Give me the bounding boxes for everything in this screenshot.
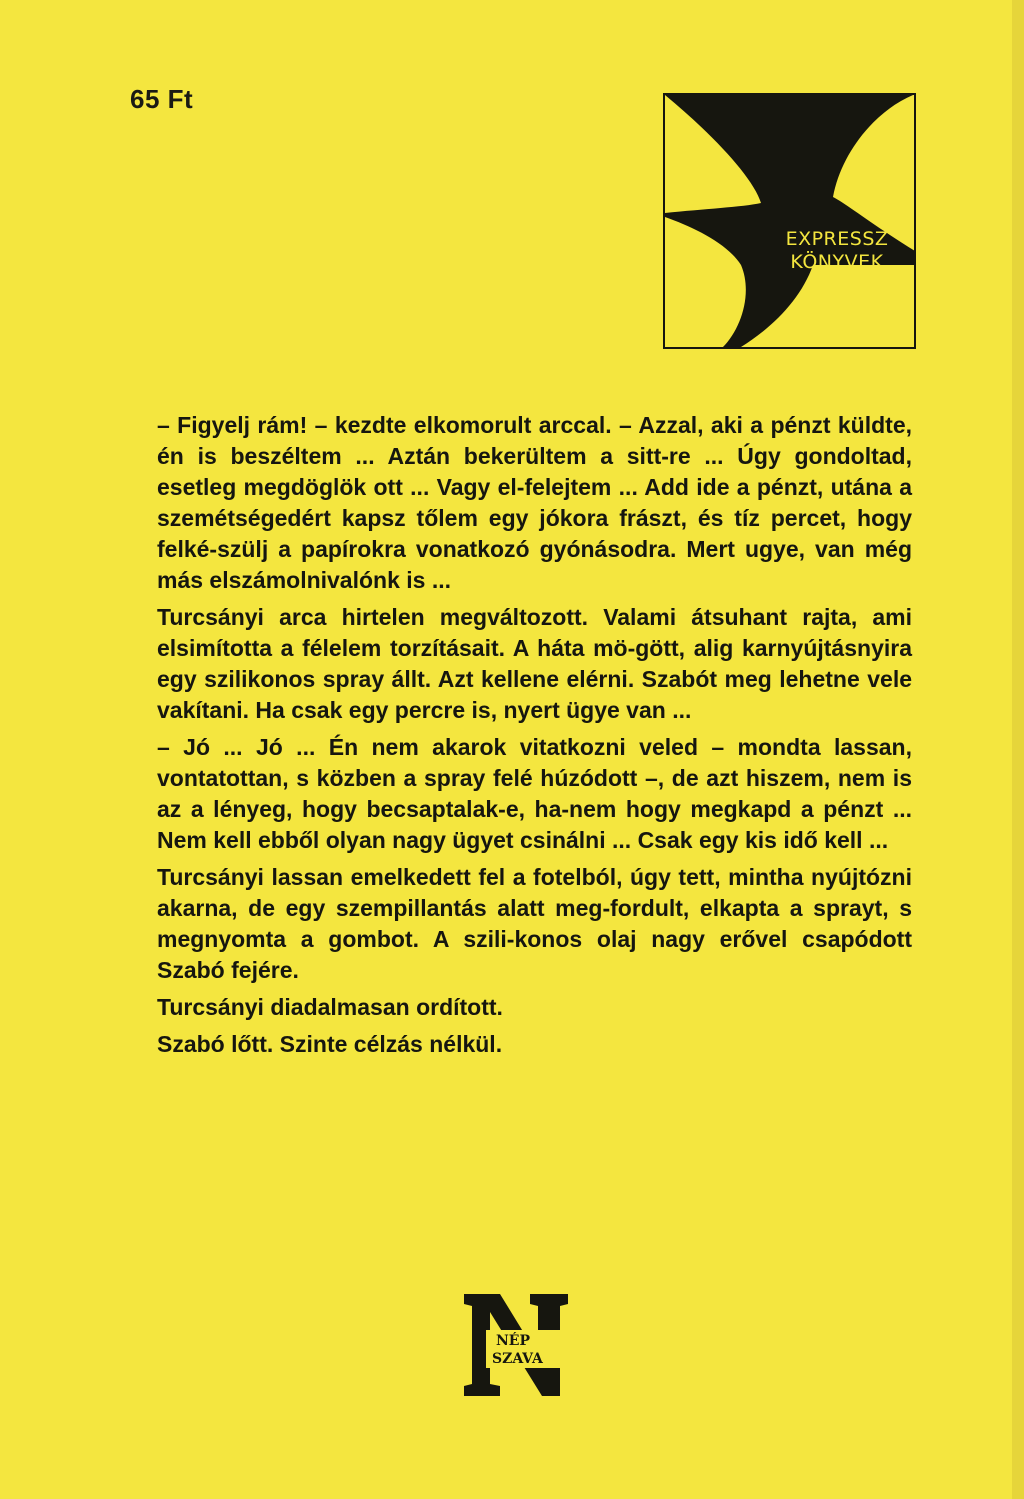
blurb-paragraph: Turcsányi lassan emelkedett fel a fotelból, úgy tett, mintha nyújtózni akarna, de egy szempillantás alatt meg-fordult, elkapta a sprayt, s megnyomta a gombot. A szili-konos olaj nagy erővel csapódott Szabó fejére. xyxy=(157,864,912,983)
blurb-paragraph: – Jó ... Jó ... Én nem akarok vitatkozni veled – mondta lassan, vontatottan, s közben a spray felé húzódott –, de azt hiszem, nem is az a lényeg, hogy becsaptalak-e, ha-nem hogy megkapd a pénzt ... Nem kell ebből olyan nagy ügyet csinálni ... Csak egy kis idő kell ... xyxy=(157,734,912,853)
blurb-paragraph: – Figyelj rám! – kezdte elkomorult arccal. – Azzal, aki a pénzt küldte, én is beszéltem ... Aztán bekerültem a sitt-re ... Úgy gondoltad, esetleg megdöglök ott ... Vagy el-felejtem ... Add ide a pénzt, utána a szemétségedért kapsz tőlem egy jókora frászt, és tíz percet, hogy felké-szülj a papírokra vonatkozó gyónásodra. Mert ugye, van még más elszámolnivalónk is ... xyxy=(157,412,912,593)
spine-edge xyxy=(1012,0,1024,1499)
publisher-logo xyxy=(460,1292,568,1398)
series-title-line1: EXPRESSZ xyxy=(785,228,889,250)
blurb-paragraph: Turcsányi arca hirtelen megváltozott. Valami átsuhant rajta, ami elsimította a félelem torzításait. A háta mö-gött, alig karnyújtásnyira egy szilikonos spray állt. Azt kellene elérni. Szabót meg lehetne vele vakítani. Ha csak egy percre is, nyert ügye van ... xyxy=(157,604,912,723)
price-label: 65 Ft xyxy=(130,84,194,114)
blurb-paragraph: Szabó lőtt. Szinte célzás nélkül. xyxy=(157,1031,503,1057)
series-title-line2: KÖNYVEK xyxy=(790,251,884,273)
blurb-text xyxy=(157,410,912,1066)
blurb-paragraph: Turcsányi diadalmasan ordított. xyxy=(157,994,503,1020)
publisher-name-line2: SZAVA xyxy=(492,1351,543,1367)
series-logo xyxy=(663,93,916,349)
publisher-name-line1: NÉP xyxy=(496,1333,530,1349)
